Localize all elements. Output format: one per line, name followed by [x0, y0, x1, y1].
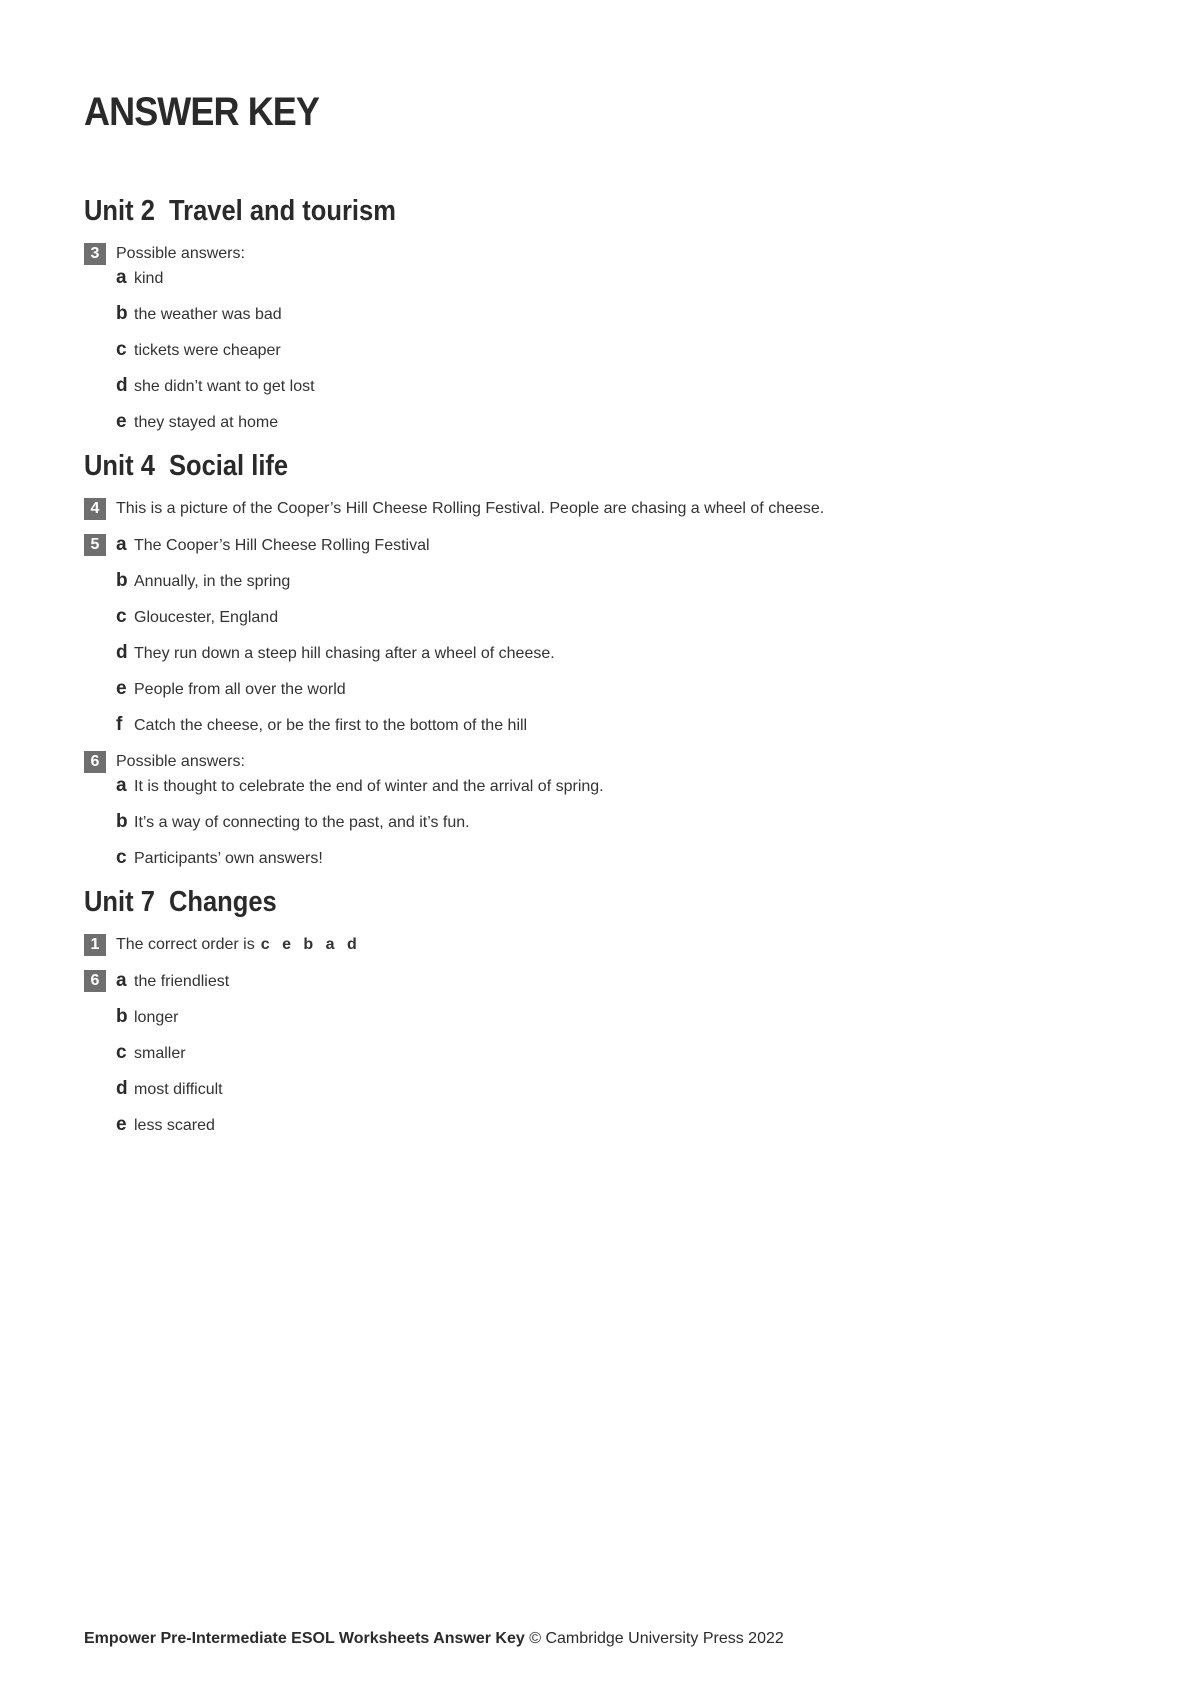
answer-text: Participants’ own answers! [134, 850, 323, 867]
correct-order-answer: c e b a d [260, 936, 357, 953]
answer-letter: c [116, 339, 127, 360]
answer-item [116, 533, 1124, 558]
answer-item [116, 810, 1124, 835]
answer-item [116, 374, 1124, 399]
answer-letter: c [116, 1042, 127, 1063]
answer-letter: f [116, 714, 123, 735]
unit-heading [84, 885, 999, 919]
answer-list [116, 969, 1124, 1138]
answer-item [116, 1041, 1124, 1066]
answer-text: It is thought to celebrate the end of winter and the arrival of spring. [134, 778, 604, 795]
answer-item [116, 1077, 1124, 1102]
unit-number: Unit 2 [84, 195, 155, 227]
footer-copyright: © Cambridge University Press 2022 [529, 1630, 784, 1647]
answer-item [116, 569, 1124, 594]
answer-item [116, 713, 1124, 738]
exercise-number-badge: 4 [84, 498, 106, 520]
answer-item [116, 266, 1124, 291]
answer-text: The Cooper’s Hill Cheese Rolling Festival [134, 537, 430, 554]
answer-letter: d [116, 1078, 128, 1099]
page-footer [84, 1630, 784, 1648]
answer-letter: c [116, 847, 127, 868]
answer-text: Annually, in the spring [134, 573, 291, 590]
answer-text: longer [134, 1009, 179, 1026]
answer-letter: b [116, 303, 128, 324]
exercise-number-badge: 1 [84, 934, 106, 956]
exercise-intro [116, 933, 1124, 957]
answer-text: People from all over the world [134, 681, 346, 698]
page-title: ANSWER KEY [84, 90, 320, 134]
footer-book-title: Empower Pre-Intermediate ESOL Worksheets Answer Key [84, 1630, 525, 1647]
exercise [84, 533, 1124, 738]
answer-letter: d [116, 375, 128, 396]
unit-section [84, 194, 1124, 435]
exercise [84, 969, 1124, 1138]
answer-text: They run down a steep hill chasing after a wheel of cheese. [134, 645, 555, 662]
unit-section [84, 449, 1124, 871]
exercise-number-badge: 6 [84, 751, 106, 773]
exercise-intro-text: The correct order is [116, 936, 255, 953]
answer-item [116, 605, 1124, 630]
answer-item [116, 410, 1124, 435]
answer-text: tickets were cheaper [134, 342, 281, 359]
unit-name: Travel and tourism [168, 195, 396, 227]
unit-section [84, 885, 1124, 1138]
unit-number: Unit 4 [84, 450, 155, 482]
answer-letter: e [116, 678, 127, 699]
answer-item [116, 969, 1124, 994]
answer-item [116, 338, 1124, 363]
answer-text: Catch the cheese, or be the first to the bottom of the hill [134, 717, 528, 734]
exercise [84, 242, 1124, 435]
answer-letter: d [116, 642, 128, 663]
exercise [84, 497, 1124, 521]
answer-text: It’s a way of connecting to the past, and it’s fun. [134, 814, 470, 831]
answer-list [116, 533, 1124, 738]
answer-item [116, 677, 1124, 702]
answer-text: less scared [134, 1117, 215, 1134]
answer-item [116, 1113, 1124, 1138]
exercise-intro: Possible answers: [116, 753, 245, 770]
answer-text: smaller [134, 1045, 186, 1062]
answer-list [116, 774, 1124, 871]
exercise [84, 750, 1124, 871]
answer-letter: b [116, 1006, 128, 1027]
answer-text: she didn’t want to get lost [134, 378, 315, 395]
exercise [84, 933, 1124, 957]
exercise-number-badge: 5 [84, 534, 106, 556]
answer-list [116, 266, 1124, 435]
answer-letter: a [116, 970, 127, 991]
answer-letter: a [116, 775, 127, 796]
unit-name: Changes [168, 886, 277, 918]
answer-item [116, 641, 1124, 666]
answer-key-page [84, 88, 1124, 1152]
answer-letter: e [116, 1114, 127, 1135]
answer-text: kind [134, 270, 164, 287]
answer-letter: e [116, 411, 127, 432]
answer-letter: a [116, 267, 127, 288]
answer-letter: a [116, 534, 127, 555]
answer-letter: c [116, 606, 127, 627]
answer-item [116, 1005, 1124, 1030]
unit-heading [84, 449, 999, 483]
exercise-intro: Possible answers: [116, 245, 245, 262]
unit-name: Social life [168, 450, 289, 482]
exercise-number-badge: 6 [84, 970, 106, 992]
answer-item [116, 302, 1124, 327]
answer-text: the weather was bad [134, 306, 282, 323]
answer-letter: b [116, 811, 128, 832]
exercise-number-badge: 3 [84, 243, 106, 265]
answer-text: most difficult [134, 1081, 223, 1098]
answer-item [116, 846, 1124, 871]
answer-item [116, 774, 1124, 799]
answer-text: they stayed at home [134, 414, 279, 431]
answer-letter: b [116, 570, 128, 591]
answer-text: Gloucester, England [134, 609, 279, 626]
unit-heading [84, 194, 999, 228]
exercise-intro: This is a picture of the Cooper’s Hill Cheese Rolling Festival. People are chasing a wheel of cheese. [116, 500, 825, 517]
answer-text: the friendliest [134, 973, 230, 990]
unit-number: Unit 7 [84, 886, 155, 918]
